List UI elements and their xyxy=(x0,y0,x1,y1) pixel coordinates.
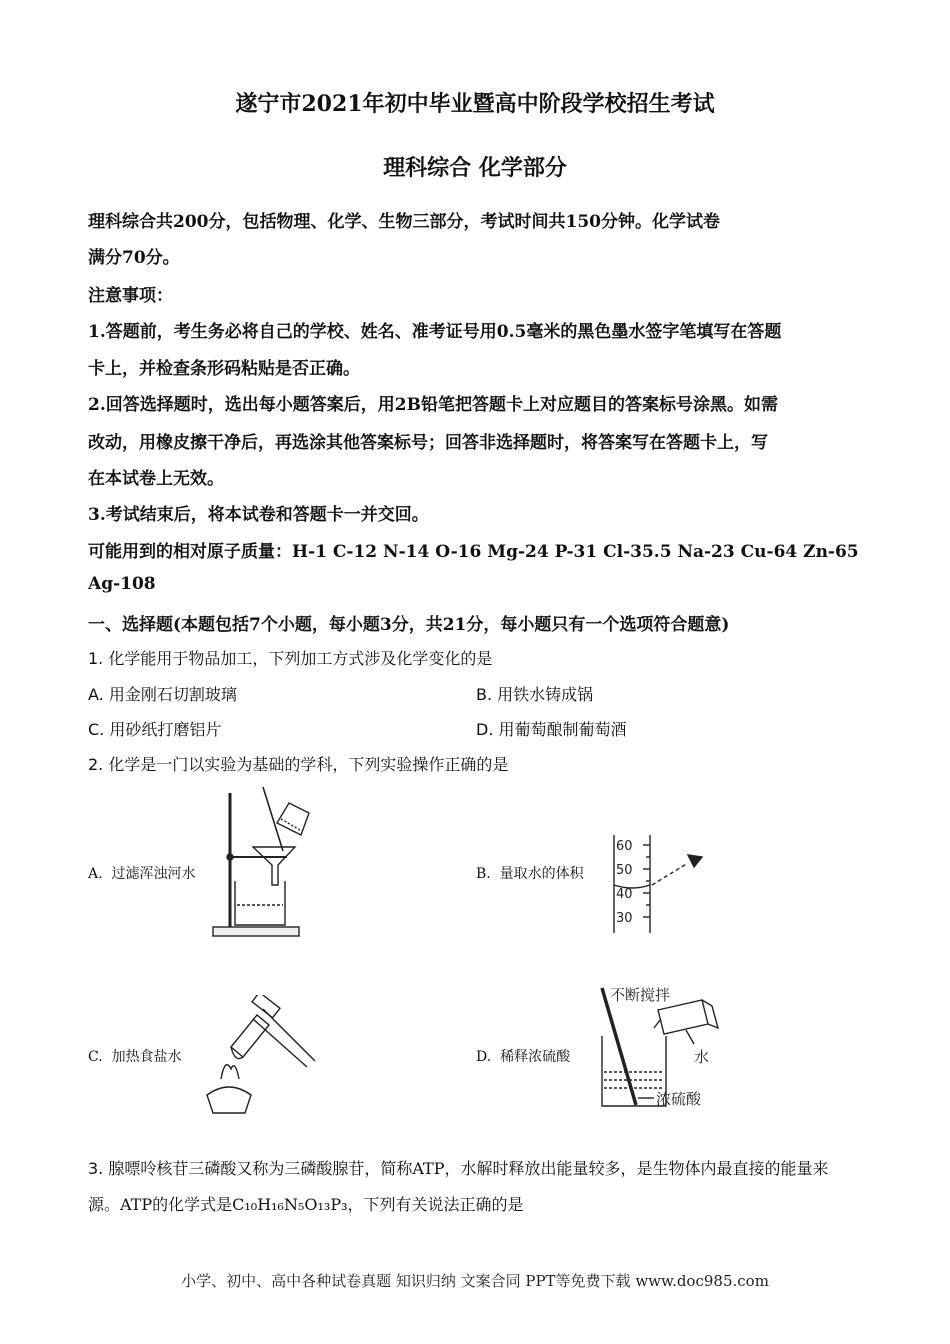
question-3-line-2: 源。ATP的化学式是C₁₀H₁₆N₅O₁₃P₃，下列有关说法正确的是 xyxy=(88,1195,524,1214)
q1-option-a: A. 用金刚石切割玻璃 xyxy=(88,685,237,704)
cylinder-tick-40: 40 xyxy=(616,887,633,902)
question-3-line-1: 腺嘌呤核苷三磷酸又称为三磷酸腺苷，简称ATP，水解时释放出能量较多，是生物体内最直接的能量来 xyxy=(108,1159,829,1178)
q2-option-c: C. 加热食盐水 xyxy=(88,1049,182,1065)
stir-label: 不断搅拌 xyxy=(610,986,671,1004)
intro-line-2: 满分70分。 xyxy=(88,248,180,268)
q2-option-b: B. 量取水的体积 xyxy=(476,866,584,882)
heating-test-tube-figure xyxy=(195,995,325,1120)
question-1-stem: 化学能用于物品加工，下列加工方式涉及化学变化的是 xyxy=(108,649,493,668)
question-2-number: 2. xyxy=(88,755,104,774)
intro-line-1: 理科综合共200分，包括物理、化学、生物三部分，考试时间共150分钟。化学试卷 xyxy=(88,212,720,232)
exam-subtitle: 理科综合 化学部分 xyxy=(383,155,567,181)
question-3 xyxy=(88,1156,828,1179)
question-3-number: 3. xyxy=(88,1159,104,1178)
notice-1-line-2: 卡上，并检查条形码粘贴是否正确。 xyxy=(88,359,360,379)
cylinder-tick-60: 60 xyxy=(616,839,633,854)
notice-2-line-3: 在本试卷上无效。 xyxy=(88,469,224,489)
atomic-mass-line-2: Ag-108 xyxy=(88,574,156,594)
cylinder-tick-30: 30 xyxy=(616,911,633,926)
notice-heading: 注意事项： xyxy=(88,286,173,306)
filtration-apparatus-figure xyxy=(205,785,355,945)
cylinder-tick-50: 50 xyxy=(616,863,633,878)
acid-label: 浓硫酸 xyxy=(656,1090,702,1108)
question-2-stem: 化学是一门以实验为基础的学科，下列实验操作正确的是 xyxy=(108,755,509,774)
notice-2-line-2: 改动，用橡皮擦干净后，再选涂其他答案标号；回答非选择题时，将答案写在答题卡上，写 xyxy=(88,433,768,453)
footer-text: 小学、初中、高中各种试卷真题 知识归纳 文案合同 PPT等免费下载 www.doc985.com xyxy=(181,1272,769,1290)
exam-title: 遂宁市2021年初中毕业暨高中阶段学校招生考试 xyxy=(235,91,715,117)
dilution-figure xyxy=(590,980,760,1115)
section-1-heading: 一、选择题(本题包括7个小题，每小题3分，共21分，每小题只有一个选项符合题意) xyxy=(88,615,730,635)
notice-1-line-1: 1.答题前，考生务必将自己的学校、姓名、准考证号用0.5毫米的黑色墨水签字笔填写在答题 xyxy=(88,322,782,342)
q2-option-a: A. 过滤浑浊河水 xyxy=(88,866,196,882)
question-1-number: 1. xyxy=(88,649,104,668)
water-label: 水 xyxy=(694,1048,710,1066)
q2-option-d: D. 稀释浓硫酸 xyxy=(476,1049,571,1065)
atomic-mass-line-1: 可能用到的相对原子质量：H-1 C-12 N-14 O-16 Mg-24 P-31 Cl-35.5 Na-23 Cu-64 Zn-65 xyxy=(88,542,859,562)
q1-option-d: D. 用葡萄酿制葡萄酒 xyxy=(476,720,627,739)
notice-2-line-1: 2.回答选择题时，选出每小题答案后，用2B铅笔把答题卡上对应题目的答案标号涂黑。如需 xyxy=(88,395,778,415)
question-2 xyxy=(88,752,508,775)
notice-3: 3.考试结束后，将本试卷和答题卡一并交回。 xyxy=(88,505,429,525)
graduated-cylinder-figure xyxy=(610,833,720,938)
question-1 xyxy=(88,646,492,669)
q1-option-c: C. 用砂纸打磨铝片 xyxy=(88,720,222,739)
q1-option-b: B. 用铁水铸成锅 xyxy=(476,685,594,704)
